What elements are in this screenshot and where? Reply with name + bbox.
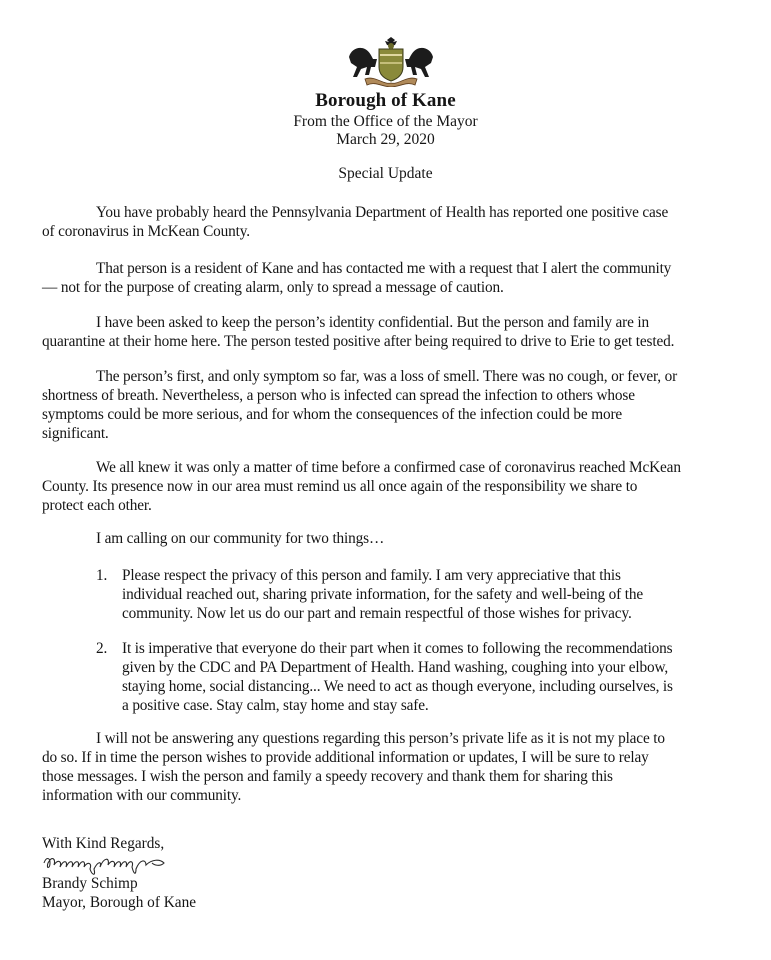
paragraph-line: those messages. I wish the person and family a speedy recovery and thank them for sharing this [42, 768, 613, 785]
paragraph-line: I have been asked to keep the person’s identity confidential. But the person and family are in [96, 314, 649, 331]
list-number: 2. [96, 640, 108, 657]
list-line: individual reached out, sharing private information, for the safety and well-being of the [122, 586, 644, 603]
paragraph-line: information with our community. [42, 787, 242, 804]
list-line: community. Now let us do our part and remain respectful of those wishes for privacy. [122, 605, 632, 622]
paragraph-line: do so. If in time the person wishes to provide additional information or updates, I will be sure to relay [42, 749, 649, 766]
list-line: Please respect the privacy of this person and family. I am very appreciative that this [122, 567, 621, 584]
pennsylvania-coat-of-arms-seal [345, 37, 437, 87]
paragraph-line: shortness of breath. Nevertheless, a person who is infected can spread the infection to others whose [42, 387, 635, 404]
letter-date: March 29, 2020 [336, 131, 435, 148]
paragraph-line: You have probably heard the Pennsylvania Department of Health has reported one positive case [96, 204, 669, 221]
paragraph-line: County. Its presence now in our area must remind us all once again of the responsibility we share to [42, 478, 638, 495]
paragraph-4 [42, 367, 732, 443]
letter-subject: Special Update [338, 165, 433, 182]
list-line: staying home, social distancing... We need to act as though everyone, including ourselves, is [122, 678, 673, 695]
paragraph-line: protect each other. [42, 497, 152, 514]
signer-block [42, 874, 196, 912]
paragraph-line: I will not be answering any questions regarding this person’s private life as it is not my place to [96, 730, 665, 747]
paragraph-line: quarantine at their home here. The person tested positive after being required to drive to Erie to get tested. [42, 333, 675, 350]
paragraph-3 [42, 313, 732, 351]
list-number: 1. [96, 567, 108, 584]
paragraph-line: That person is a resident of Kane and has contacted me with a request that I alert the community [96, 260, 672, 277]
letterhead-office: From the Office of the Mayor [293, 113, 478, 130]
list-line: It is imperative that everyone do their part when it comes to following the recommendations [122, 640, 673, 657]
letterhead-title: Borough of Kane [315, 90, 456, 111]
paragraph-6 [42, 529, 732, 548]
paragraph-line: We all knew it was only a matter of time before a confirmed case of coronavirus reached McKean [96, 459, 681, 476]
paragraph-line: I am calling on our community for two things… [96, 530, 385, 547]
paragraph-5 [42, 458, 732, 515]
paragraph-line: of coronavirus in McKean County. [42, 223, 250, 240]
signer-title: Mayor, Borough of Kane [42, 894, 197, 911]
paragraph-line: significant. [42, 425, 109, 442]
signer-name: Brandy Schimp [42, 875, 138, 892]
paragraph-line: symptoms could be more serious, and for whom the consequences of the infection could be more [42, 406, 623, 423]
salutation: With Kind Regards, [42, 835, 165, 852]
paragraph-line: — not for the purpose of creating alarm, only to spread a message of caution. [42, 279, 504, 296]
paragraph-1 [42, 203, 732, 241]
paragraph-line: The person’s first, and only symptom so far, was a loss of smell. There was no cough, or fever, or [96, 368, 678, 385]
list-line: given by the CDC and PA Department of Health. Hand washing, coughing into your elbow, [122, 659, 669, 676]
paragraph-2 [42, 259, 732, 297]
final-paragraph [42, 729, 732, 805]
list-line: a positive case. Stay calm, stay home and stay safe. [122, 697, 429, 714]
